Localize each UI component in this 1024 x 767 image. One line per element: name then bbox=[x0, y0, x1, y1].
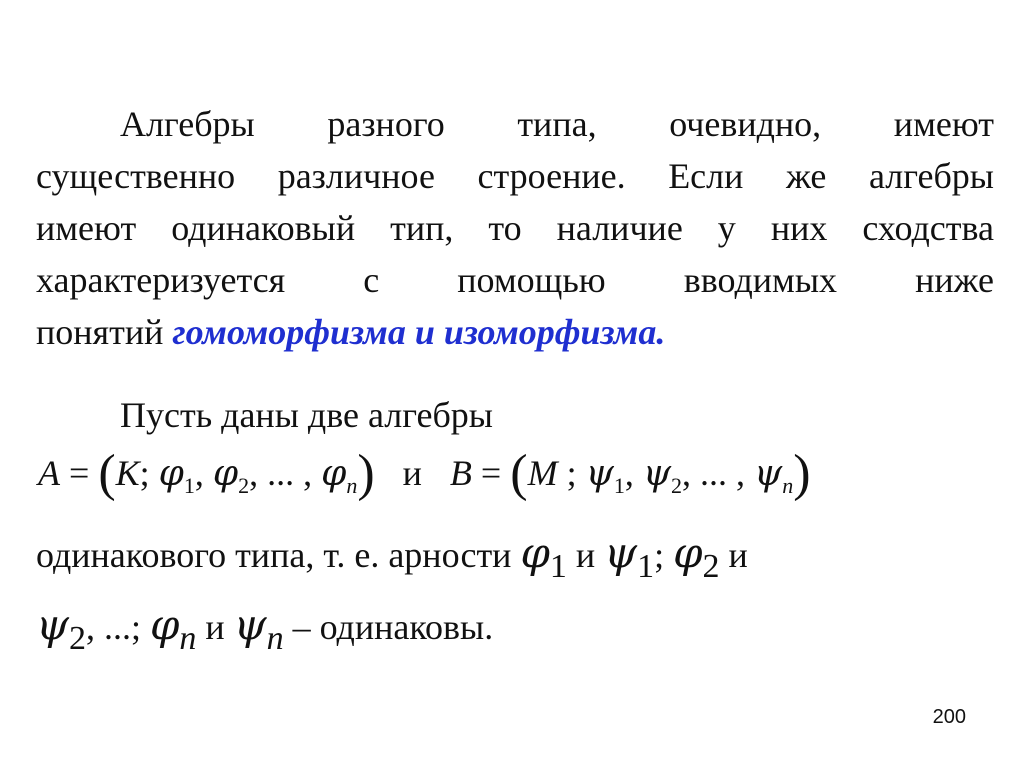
paragraph-line-last bbox=[36, 306, 994, 358]
phi-symbol: φ bbox=[520, 528, 550, 577]
arity-line bbox=[36, 528, 748, 586]
subscript: 2 bbox=[702, 548, 720, 585]
conjunction: и bbox=[728, 535, 748, 575]
semicolon: ; bbox=[654, 535, 665, 575]
comma: , bbox=[624, 453, 634, 493]
subscript: 1 bbox=[637, 548, 655, 585]
arity-line-2 bbox=[36, 600, 493, 658]
subscript: 1 bbox=[613, 473, 625, 498]
comma: , bbox=[249, 453, 259, 493]
right-paren: ) bbox=[357, 445, 375, 502]
semicolon: ; bbox=[139, 453, 150, 493]
conjunction: и bbox=[402, 453, 422, 493]
psi-symbol: ψ bbox=[642, 453, 672, 494]
comma: , bbox=[682, 453, 692, 493]
carrier-k: K bbox=[115, 453, 140, 493]
subscript: 2 bbox=[671, 473, 683, 498]
paragraph-line: характеризуется с помощью вводимых ниже bbox=[36, 260, 994, 300]
left-paren: ( bbox=[510, 445, 528, 502]
equals-sign: = bbox=[69, 453, 90, 493]
paragraph-line: Алгебры разного типа, очевидно, имеют bbox=[120, 104, 994, 144]
subscript: n bbox=[179, 620, 197, 657]
algebra-a-symbol: A bbox=[38, 453, 60, 493]
arity-tail: – одинаковы. bbox=[292, 607, 494, 647]
phi-symbol: φ bbox=[212, 453, 239, 494]
subscript: n bbox=[346, 473, 358, 498]
semicolon: ; bbox=[566, 453, 577, 493]
left-paren: ( bbox=[98, 445, 116, 502]
subscript: 1 bbox=[549, 548, 567, 585]
subscript: n bbox=[782, 473, 794, 498]
equals-sign: = bbox=[480, 453, 502, 493]
formula-line bbox=[38, 444, 811, 503]
ellipsis: ... bbox=[700, 453, 728, 493]
arity-text: одинакового типа, т. е. арности bbox=[36, 535, 512, 575]
comma: , bbox=[303, 453, 313, 493]
right-paren: ) bbox=[793, 445, 811, 502]
paragraph-algebra-types bbox=[36, 98, 994, 358]
conjunction: и bbox=[575, 535, 596, 575]
carrier-m: M bbox=[527, 453, 558, 493]
intro-line bbox=[120, 394, 493, 436]
paragraph-text: понятий bbox=[36, 312, 173, 352]
subscript: 1 bbox=[183, 473, 195, 498]
subscript: 2 bbox=[68, 620, 86, 657]
psi-symbol: ψ bbox=[36, 600, 69, 649]
psi-symbol: ψ bbox=[604, 528, 638, 577]
psi-symbol: ψ bbox=[585, 453, 614, 494]
intro-text: Пусть даны две алгебры bbox=[120, 395, 493, 435]
subscript: n bbox=[266, 620, 284, 657]
page-number: 200 bbox=[932, 706, 966, 728]
phi-symbol: φ bbox=[158, 453, 184, 494]
paragraph-line: имеют одинаковый тип, то наличие у них сходства bbox=[36, 208, 994, 248]
psi-symbol: ψ bbox=[233, 600, 267, 649]
phi-symbol: φ bbox=[149, 600, 180, 649]
ellipsis: , ...; bbox=[85, 607, 141, 647]
ellipsis: ... bbox=[267, 453, 295, 493]
subscript: 2 bbox=[238, 473, 250, 498]
comma: , bbox=[736, 453, 746, 493]
paragraph-line: существенно различное строение. Если же алгебры bbox=[36, 156, 994, 196]
conjunction: и bbox=[205, 607, 225, 647]
comma: , bbox=[194, 453, 204, 493]
psi-symbol: ψ bbox=[754, 453, 783, 494]
algebra-b-symbol: B bbox=[449, 453, 472, 493]
emphasis-terms: гомоморфизма и изоморфизма. bbox=[172, 312, 666, 352]
phi-symbol: φ bbox=[321, 453, 347, 494]
phi-symbol: φ bbox=[673, 528, 703, 577]
